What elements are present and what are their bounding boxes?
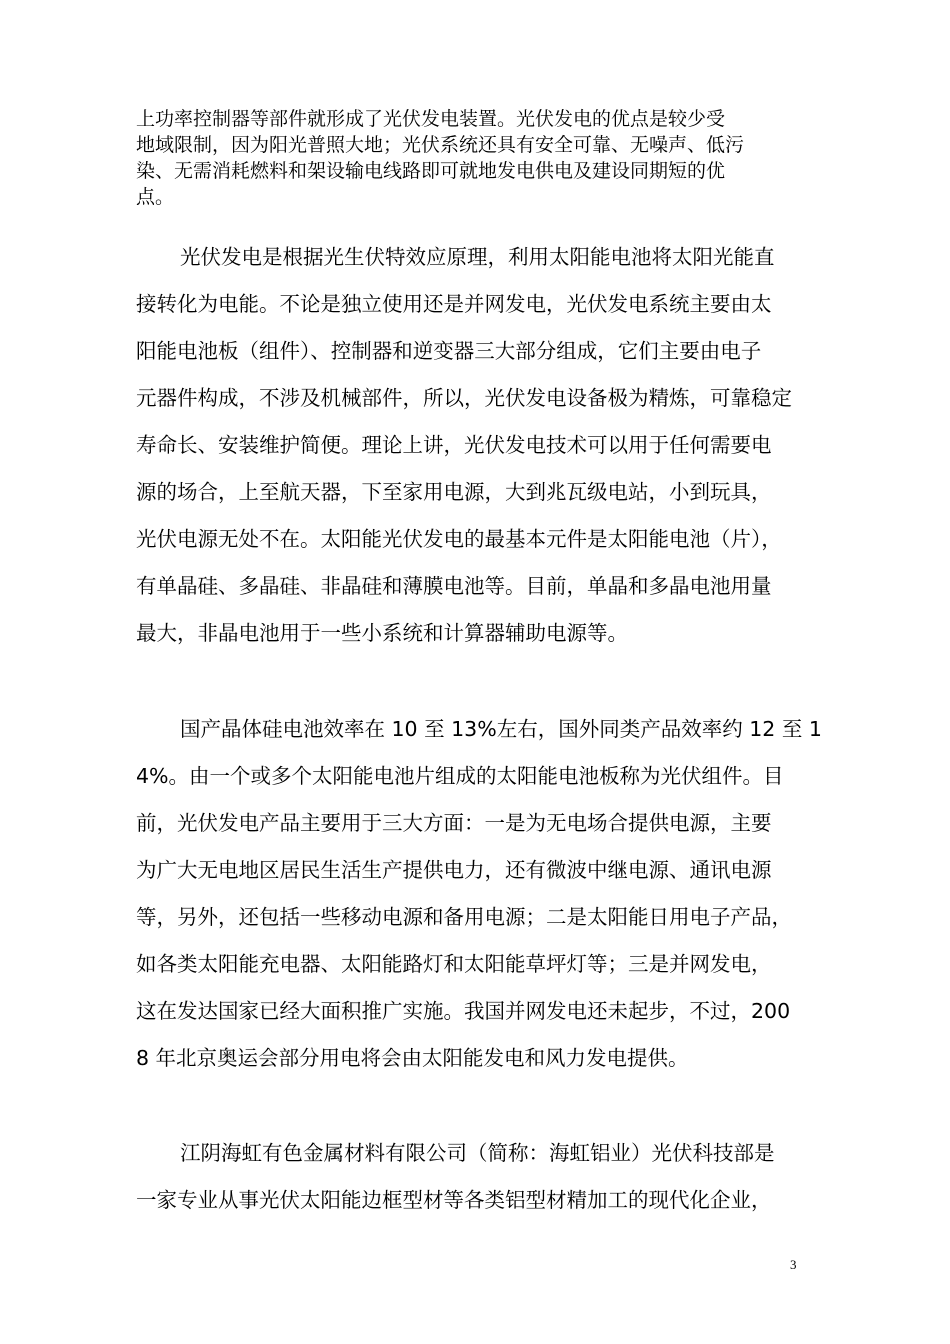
text-line: 为广大无电地区居民生活生产提供电力，还有微波中继电源、通讯电源 xyxy=(136,858,772,882)
text-line: 前，光伏发电产品主要用于三大方面：一是为无电场合提供电源，主要 xyxy=(136,811,772,835)
text-line: 一家专业从事光伏太阳能边框型材等各类铝型材精加工的现代化企业， xyxy=(136,1188,772,1212)
text-line: 4%。由一个或多个太阳能电池片组成的太阳能电池板称为光伏组件。目 xyxy=(136,764,784,788)
text-line: 染、无需消耗燃料和架设输电线路即可就地发电供电及建设同期短的优 xyxy=(136,160,726,182)
text-line: 8 年北京奥运会部分用电将会由太阳能发电和风力发电提供。 xyxy=(136,1046,689,1070)
text-line: 阳能电池板（组件）、控制器和逆变器三大部分组成，它们主要由电子 xyxy=(136,339,762,363)
text-line: 元器件构成，不涉及机械部件，所以，光伏发电设备极为精炼，可靠稳定 xyxy=(136,386,792,410)
text-line: 等，另外，还包括一些移动电源和备用电源；二是太阳能日用电子产品， xyxy=(136,905,792,929)
text-line: 接转化为电能。不论是独立使用还是并网发电，光伏发电系统主要由太 xyxy=(136,292,772,316)
text-line: 江阴海虹有色金属材料有限公司（简称：海虹铝业）光伏科技部是 xyxy=(180,1141,775,1165)
text-line: 这在发达国家已经大面积推广实施。我国并网发电还未起步，不过，200 xyxy=(136,999,791,1023)
paragraph-company-intro xyxy=(136,1130,836,1224)
paragraph-efficiency-applications xyxy=(136,706,836,1082)
text-line: 寿命长、安装维护简便。理论上讲，光伏发电技术可以用于任何需要电 xyxy=(136,433,772,457)
paragraph-photovoltaic-principle xyxy=(136,234,836,657)
text-line: 国产晶体硅电池效率在 10 至 13%左右，国外同类产品效率约 12 至 1 xyxy=(180,717,822,741)
text-line: 上功率控制器等部件就形成了光伏发电装置。光伏发电的优点是较少受 xyxy=(136,108,726,130)
text-line: 光伏发电是根据光生伏特效应原理，利用太阳能电池将太阳光能直 xyxy=(180,245,775,269)
text-line: 最大，非晶电池用于一些小系统和计算器辅助电源等。 xyxy=(136,621,628,645)
text-line: 有单晶硅、多晶硅、非晶硅和薄膜电池等。目前，单晶和多晶电池用量 xyxy=(136,574,772,598)
text-line: 源的场合，上至航天器，下至家用电源，大到兆瓦级电站，小到玩具， xyxy=(136,480,772,504)
text-line: 地域限制，因为阳光普照大地；光伏系统还具有安全可靠、无噪声、低污 xyxy=(136,134,745,156)
paragraph-continuation xyxy=(136,106,826,210)
text-line: 点。 xyxy=(136,186,175,208)
text-line: 如各类太阳能充电器、太阳能路灯和太阳能草坪灯等；三是并网发电， xyxy=(136,952,772,976)
page-number: 3 xyxy=(790,1257,797,1272)
text-line: 光伏电源无处不在。太阳能光伏发电的最基本元件是太阳能电池（片）， xyxy=(136,527,782,551)
